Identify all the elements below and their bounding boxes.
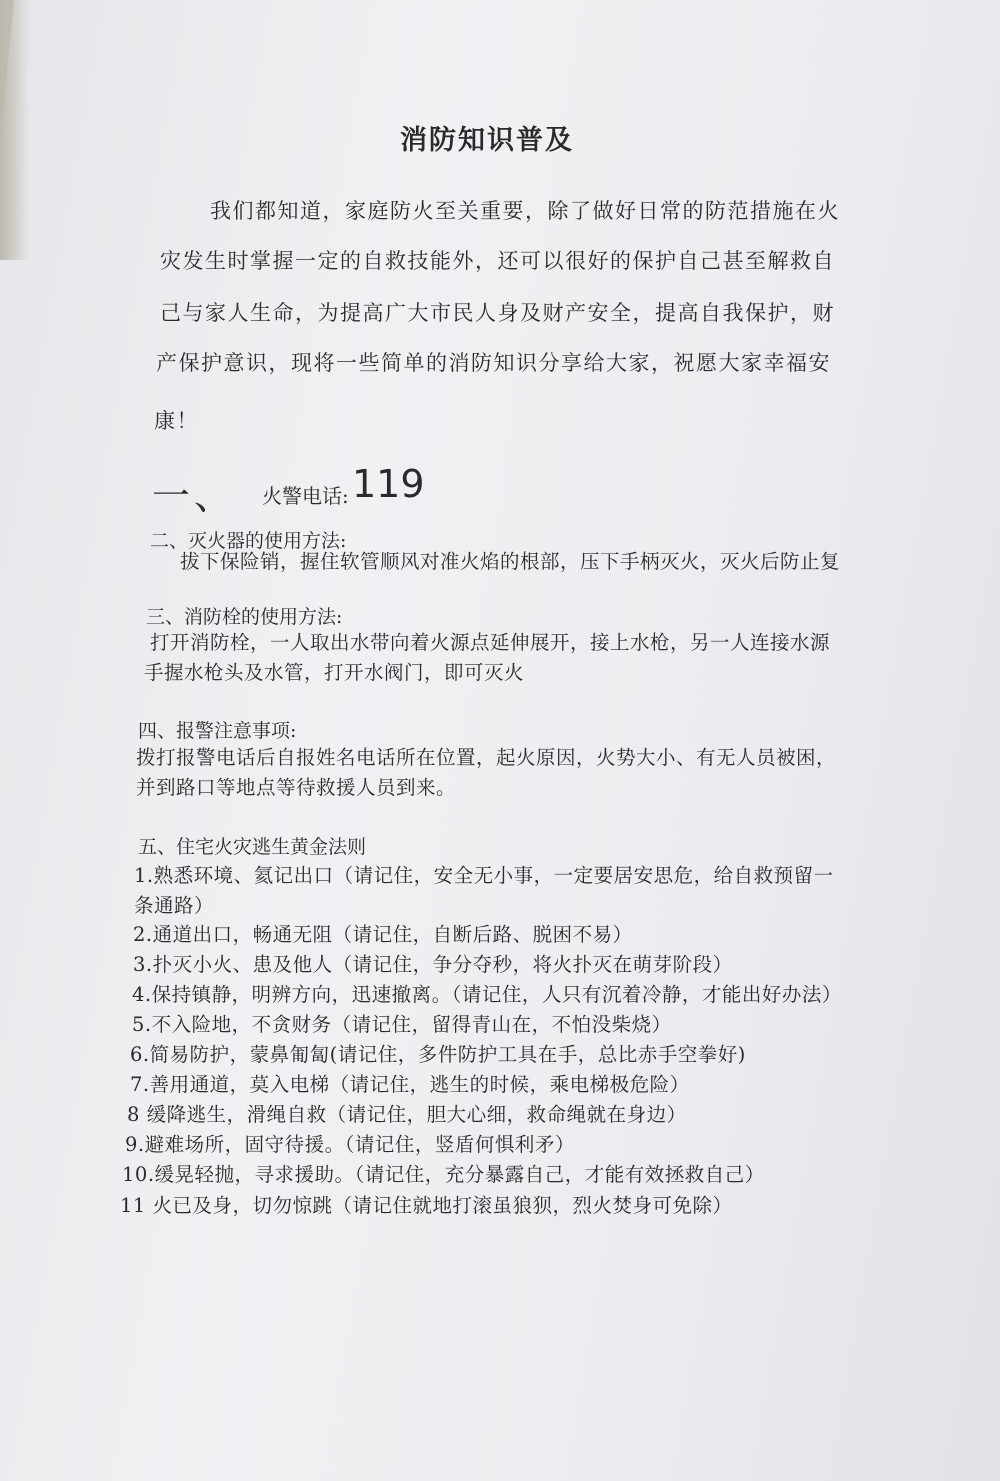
intro-line: 产保护意识，现将一些简单的消防知识分享给大家，祝愿大家幸福安 bbox=[156, 351, 831, 375]
fire-hotline-number: 119 bbox=[352, 462, 425, 506]
section1-number: 一、 bbox=[152, 474, 237, 518]
rule-item: 5.不入险地，不贪财务（请记住，留得青山在，不怕没柴烧） bbox=[132, 1013, 672, 1036]
section3-line: 打开消防栓，一人取出水带向着火源点延伸展开，接上水枪，另一人连接水源 bbox=[150, 631, 831, 654]
section2-line: 拔下保险销，握住软管顺风对准火焰的根部，压下手柄灭火，灭火后防止复 bbox=[180, 550, 841, 573]
section4-line: 拨打报警电话后自报姓名电话所在位置，起火原因，火势大小、有无人员被困， bbox=[136, 746, 837, 769]
section3-line: 手握水枪头及水管，打开水阀门，即可灭火 bbox=[144, 661, 525, 684]
rule-item: 9.避难场所，固守待援。（请记住，竖盾何惧利矛） bbox=[125, 1133, 575, 1156]
rule-item: 1.熟悉环境、氦记出口（请记住，安全无小事，一定要居安思危，给自救预留一 bbox=[134, 864, 834, 887]
document-title: 消防知识普及 bbox=[400, 125, 574, 156]
rule-item: 10.缓晃轻抛，寻求援助。（请记住，充分暴露自己，才能有效拯救自己） bbox=[122, 1163, 765, 1186]
section3-heading: 三、消防栓的使用方法: bbox=[146, 606, 343, 628]
intro-line: 我们都知道，家庭防火至关重要，除了做好日常的防范措施在火 bbox=[210, 199, 840, 223]
intro-line: 灾发生时掌握一定的自救技能外，还可以很好的保护自己甚至解救自 bbox=[160, 249, 835, 273]
section4-heading: 四、报警注意事项: bbox=[138, 720, 297, 742]
section2-heading: 二、灭火器的使用方法: bbox=[150, 530, 347, 552]
intro-line: 己与家人生命，为提高广大市民人身及财产安全，提高自我保护，财 bbox=[160, 301, 835, 325]
rule-item: 11 火已及身，切勿惊跳（请记住就地打滚虽狼狈，烈火焚身可免除） bbox=[120, 1194, 733, 1217]
rule-item: 2.通道出口，畅通无阻（请记住，自断后路、脱困不易） bbox=[133, 923, 633, 946]
section5-heading: 五、住宅火灾逃生黄金法则 bbox=[138, 836, 367, 858]
table-surface bbox=[0, 0, 30, 260]
rule-item: 7.善用通道，莫入电梯（请记住，逃生的时候，乘电梯极危险） bbox=[130, 1073, 690, 1096]
rule-item: 3.扑灭小火、患及他人（请记住，争分夺秒，将火扑灭在萌芽阶段） bbox=[133, 953, 733, 976]
rule-item: 4.保持镇静，明辨方向，迅速撤离。（请记住，人只有沉着冷静，才能出好办法） bbox=[132, 983, 842, 1006]
intro-line: 康！ bbox=[154, 409, 199, 433]
section4-line: 并到路口等地点等待救援人员到来。 bbox=[136, 776, 457, 799]
fire-hotline-label: 火警电话: bbox=[262, 484, 349, 508]
rule-item: 条通路） bbox=[134, 894, 215, 917]
rule-item: 6.简易防护，蒙鼻匍匐(请记住，多件防护工具在手，总比赤手空拳好) bbox=[130, 1043, 746, 1066]
rule-item: 8 缓降逃生，滑绳自救（请记住，胆大心细，救命绳就在身边） bbox=[127, 1103, 687, 1126]
